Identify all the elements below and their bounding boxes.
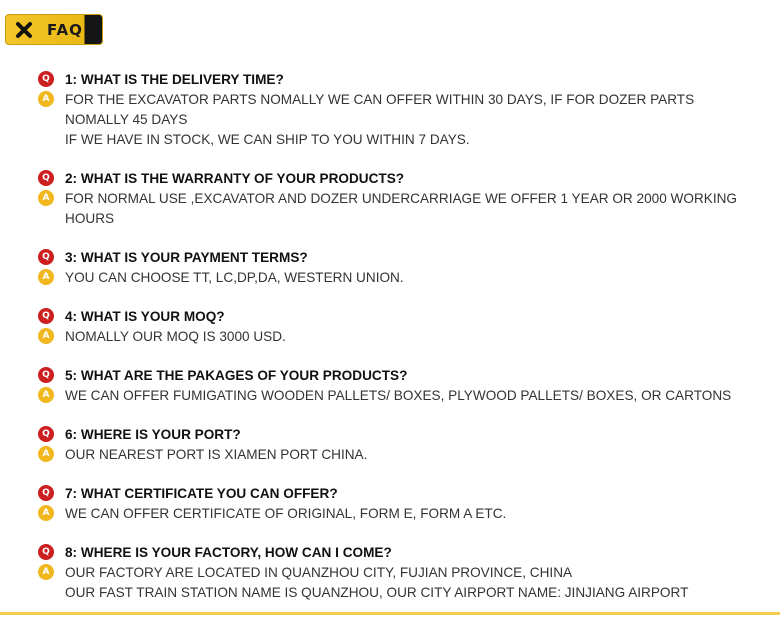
answer-text	[65, 90, 758, 150]
a-badge-icon: A	[38, 328, 54, 344]
answer-line: YOU CAN CHOOSE TT, LC,DP,DA, WESTERN UNION.	[65, 270, 404, 285]
answer-row	[38, 189, 758, 229]
answer-row	[38, 90, 758, 150]
question-row	[38, 366, 758, 386]
q-badge-icon: Q	[38, 170, 54, 186]
answer-text	[65, 268, 404, 288]
a-badge-icon: A	[38, 387, 54, 403]
question-row	[38, 484, 758, 504]
answer-line: FOR THE EXCAVATOR PARTS NOMALLY WE CAN OFFER WITHIN 30 DAYS, IF FOR DOZER PARTS NOMALLY 45 DAYS	[65, 92, 695, 127]
answer-line: OUR FAST TRAIN STATION NAME IS QUANZHOU, OUR CITY AIRPORT NAME: JINJIANG AIRPORT	[65, 585, 689, 600]
question-text: 1: WHAT IS THE DELIVERY TIME?	[65, 72, 284, 87]
question-text: 6: WHERE IS YOUR PORT?	[65, 427, 241, 442]
faq-item	[38, 70, 758, 150]
question-row	[38, 425, 758, 445]
answer-row	[38, 386, 758, 406]
a-badge-icon: A	[38, 564, 54, 580]
faq-item	[38, 169, 758, 229]
a-badge-icon: A	[38, 190, 54, 206]
a-badge-icon: A	[38, 269, 54, 285]
page-title: FAQ	[47, 20, 83, 39]
answer-line: IF WE HAVE IN STOCK, WE CAN SHIP TO YOU WITHIN 7 DAYS.	[65, 132, 470, 147]
question-text: 8: WHERE IS YOUR FACTORY, HOW CAN I COME?	[65, 545, 392, 560]
answer-text	[65, 386, 731, 406]
answer-row	[38, 327, 758, 347]
answer-line: WE CAN OFFER CERTIFICATE OF ORIGINAL, FORM E, FORM A ETC.	[65, 506, 507, 521]
answer-text	[65, 445, 367, 465]
question-row	[38, 543, 758, 563]
q-badge-icon: Q	[38, 544, 54, 560]
answer-row	[38, 268, 758, 288]
answer-line: OUR FACTORY ARE LOCATED IN QUANZHOU CITY, FUJIAN PROVINCE, CHINA	[65, 565, 573, 580]
faq-item	[38, 248, 758, 288]
faq-item	[38, 366, 758, 406]
q-badge-icon: Q	[38, 308, 54, 324]
answer-text	[65, 327, 286, 347]
x-icon	[15, 21, 33, 39]
answer-line: FOR NORMAL USE ,EXCAVATOR AND DOZER UNDERCARRIAGE WE OFFER 1 YEAR OR 2000 WORKING HOURS	[65, 191, 737, 226]
faq-item	[38, 543, 758, 603]
a-badge-icon: A	[38, 446, 54, 462]
answer-line: NOMALLY OUR MOQ IS 3000 USD.	[65, 329, 286, 344]
q-badge-icon: Q	[38, 367, 54, 383]
faq-header-badge	[5, 14, 103, 45]
question-row	[38, 169, 758, 189]
q-badge-icon: Q	[38, 426, 54, 442]
q-badge-icon: Q	[38, 485, 54, 501]
answer-text	[65, 563, 688, 603]
question-text: 5: WHAT ARE THE PAKAGES OF YOUR PRODUCTS?	[65, 368, 408, 383]
question-text: 3: WHAT IS YOUR PAYMENT TERMS?	[65, 250, 308, 265]
answer-text	[65, 504, 506, 524]
answer-row	[38, 563, 758, 603]
faq-item	[38, 484, 758, 524]
q-badge-icon: Q	[38, 71, 54, 87]
question-row	[38, 307, 758, 327]
question-row	[38, 248, 758, 268]
answer-row	[38, 504, 758, 524]
q-badge-icon: Q	[38, 249, 54, 265]
answer-line: OUR NEAREST PORT IS XIAMEN PORT CHINA.	[65, 447, 368, 462]
faq-list	[38, 70, 758, 622]
answer-line: WE CAN OFFER FUMIGATING WOODEN PALLETS/ BOXES, PLYWOOD PALLETS/ BOXES, OR CARTONS	[65, 388, 732, 403]
faq-item	[38, 307, 758, 347]
answer-row	[38, 445, 758, 465]
question-text: 2: WHAT IS THE WARRANTY OF YOUR PRODUCTS?	[65, 171, 405, 186]
question-row	[38, 70, 758, 90]
question-text: 4: WHAT IS YOUR MOQ?	[65, 309, 225, 324]
a-badge-icon: A	[38, 505, 54, 521]
answer-text	[65, 189, 758, 229]
question-text: 7: WHAT CERTIFICATE YOU CAN OFFER?	[65, 486, 338, 501]
faq-item	[38, 425, 758, 465]
a-badge-icon: A	[38, 91, 54, 107]
